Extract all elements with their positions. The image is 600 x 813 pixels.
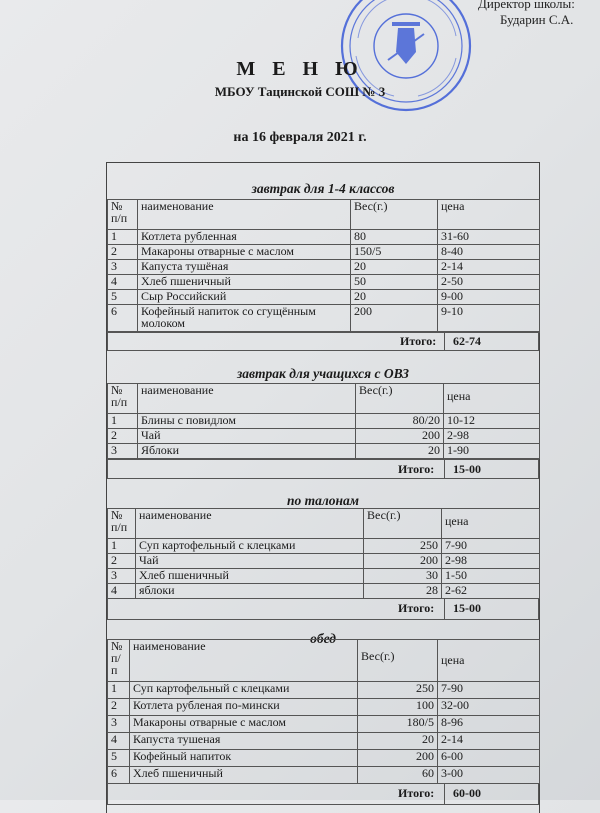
section-title: обед: [310, 631, 336, 646]
total-value: 15-00: [453, 462, 481, 476]
total-value: 62-74: [453, 334, 481, 348]
row-name: Котлета рубленная: [138, 230, 351, 245]
row-num: 6: [108, 305, 138, 333]
table-row: [108, 230, 540, 245]
row-name: Капуста тушеная: [130, 733, 358, 750]
header-num: № п/п: [108, 200, 138, 230]
row-name: Хлеб пшеничный: [138, 275, 351, 290]
row-price: 2-50: [438, 275, 540, 290]
total-label: Итого:: [398, 601, 435, 615]
total-value: 15-00: [453, 601, 481, 615]
row-weight: 50: [351, 275, 438, 290]
row-price: 2-14: [438, 733, 540, 750]
row-price: 10-12: [444, 414, 540, 429]
row-weight: 250: [364, 539, 442, 554]
row-name: Кофейный напиток: [130, 750, 358, 767]
row-num: 2: [108, 429, 138, 444]
table-row: [108, 569, 540, 584]
header-price: цена: [438, 200, 540, 230]
row-num: 1: [108, 682, 130, 699]
header-num: № п/п: [108, 384, 138, 414]
row-price: 2-98: [444, 429, 540, 444]
header-weight: Вес(г.): [351, 200, 438, 230]
row-weight: 30: [364, 569, 442, 584]
row-name: Блины с повидлом: [138, 414, 356, 429]
row-name: Кофейный напиток со сгущённым молоком: [138, 305, 351, 333]
section-title: по талонам: [286, 493, 360, 508]
row-weight: 250: [358, 682, 438, 699]
header-weight: Вес(г.): [358, 640, 438, 682]
row-price: 2-98: [442, 554, 540, 569]
header-num: № п/п: [108, 640, 130, 682]
table-row: [108, 767, 540, 784]
director-title: Директор школы:: [478, 0, 575, 11]
row-weight: 200: [364, 554, 442, 569]
table-row: [108, 290, 540, 305]
header-num: № п/п: [108, 509, 136, 539]
table-row: [108, 444, 540, 459]
row-name: яблоки: [136, 584, 364, 599]
header-name: наименование: [138, 200, 351, 230]
row-num: 2: [108, 699, 130, 716]
row-weight: 200: [358, 750, 438, 767]
table-row: [108, 750, 540, 767]
row-weight: 150/5: [351, 245, 438, 260]
row-name: Суп картофельный с клецками: [130, 682, 358, 699]
section-total: [107, 459, 539, 479]
row-price: 8-96: [438, 716, 540, 733]
table-row: [108, 245, 540, 260]
table-row: [108, 305, 540, 333]
header-price: цена: [444, 384, 540, 414]
row-price: 32-00: [438, 699, 540, 716]
header-price: цена: [442, 509, 540, 539]
section-title: завтрак для учащихся с ОВЗ: [236, 366, 410, 381]
row-weight: 28: [364, 584, 442, 599]
row-price: 6-00: [438, 750, 540, 767]
total-label: Итого:: [398, 462, 435, 476]
table-row: [108, 275, 540, 290]
row-price: 3-00: [438, 767, 540, 784]
row-num: 1: [108, 539, 136, 554]
row-price: 8-40: [438, 245, 540, 260]
row-price: 1-90: [444, 444, 540, 459]
row-weight: 80: [351, 230, 438, 245]
row-weight: 180/5: [358, 716, 438, 733]
total-label: Итого:: [398, 786, 435, 800]
header-price: цена: [438, 640, 540, 682]
row-num: 3: [108, 444, 138, 459]
row-name: Макароны отварные с маслом: [138, 245, 351, 260]
header-name: наименование: [138, 384, 356, 414]
row-num: 3: [108, 569, 136, 584]
row-price: 31-60: [438, 230, 540, 245]
page-title: М Е Н Ю: [236, 58, 364, 80]
row-num: 3: [108, 716, 130, 733]
row-name: Яблоки: [138, 444, 356, 459]
table-row: [108, 539, 540, 554]
header-name: наименование: [136, 509, 364, 539]
row-name: Капуста тушёная: [138, 260, 351, 275]
director-name: Бударин С.А.: [500, 12, 574, 27]
row-num: 4: [108, 275, 138, 290]
table-row: [108, 414, 540, 429]
row-weight: 200: [351, 305, 438, 333]
table-header-row: [108, 200, 540, 230]
section-total: [107, 331, 539, 351]
row-name: Чай: [136, 554, 364, 569]
section-total: [107, 598, 539, 620]
menu-table: [107, 639, 540, 784]
row-num: 4: [108, 733, 130, 750]
row-num: 5: [108, 750, 130, 767]
row-num: 1: [108, 414, 138, 429]
row-price: 1-50: [442, 569, 540, 584]
row-price: 2-62: [442, 584, 540, 599]
table-row: [108, 584, 540, 599]
menu-table: [107, 508, 540, 599]
section-title: завтрак для 1-4 классов: [251, 181, 395, 196]
table-row: [108, 554, 540, 569]
row-name: Суп картофельный с клецками: [136, 539, 364, 554]
row-name: Чай: [138, 429, 356, 444]
menu-table: [107, 383, 540, 459]
row-name: Котлета рубленая по-мински: [130, 699, 358, 716]
row-weight: 60: [358, 767, 438, 784]
row-weight: 20: [356, 444, 444, 459]
row-weight: 80/20: [356, 414, 444, 429]
row-weight: 200: [356, 429, 444, 444]
row-weight: 100: [358, 699, 438, 716]
row-weight: 20: [358, 733, 438, 750]
row-price: 9-00: [438, 290, 540, 305]
header-weight: Вес(г.): [356, 384, 444, 414]
row-name: Хлеб пшеничный: [130, 767, 358, 784]
table-header-row: [108, 384, 540, 414]
table-row: [108, 682, 540, 699]
row-num: 6: [108, 767, 130, 784]
table-header-row: [108, 640, 540, 682]
section-total: [107, 783, 539, 805]
approval-block: [478, 0, 575, 28]
header-weight: Вес(г.): [364, 509, 442, 539]
table-row: [108, 429, 540, 444]
row-weight: 20: [351, 290, 438, 305]
menu-date: на 16 февраля 2021 г.: [233, 130, 367, 145]
row-price: 7-90: [442, 539, 540, 554]
row-price: 2-14: [438, 260, 540, 275]
menu-sheet: [106, 162, 540, 813]
table-header-row: [108, 509, 540, 539]
school-name: МБОУ Тацинской СОШ № 3: [214, 84, 386, 99]
row-weight: 20: [351, 260, 438, 275]
row-name: Макароны отварные с маслом: [130, 716, 358, 733]
row-price: 9-10: [438, 305, 540, 333]
row-name: Хлеб пшеничный: [136, 569, 364, 584]
row-num: 3: [108, 260, 138, 275]
row-num: 1: [108, 230, 138, 245]
row-num: 2: [108, 245, 138, 260]
table-row: [108, 716, 540, 733]
total-value: 60-00: [453, 786, 481, 800]
row-num: 5: [108, 290, 138, 305]
row-num: 4: [108, 584, 136, 599]
table-row: [108, 733, 540, 750]
row-name: Сыр Российский: [138, 290, 351, 305]
row-num: 2: [108, 554, 136, 569]
total-label: Итого:: [400, 334, 437, 348]
table-row: [108, 260, 540, 275]
table-row: [108, 699, 540, 716]
row-price: 7-90: [438, 682, 540, 699]
menu-table: [107, 199, 540, 333]
header-name: наименование: [130, 640, 358, 682]
